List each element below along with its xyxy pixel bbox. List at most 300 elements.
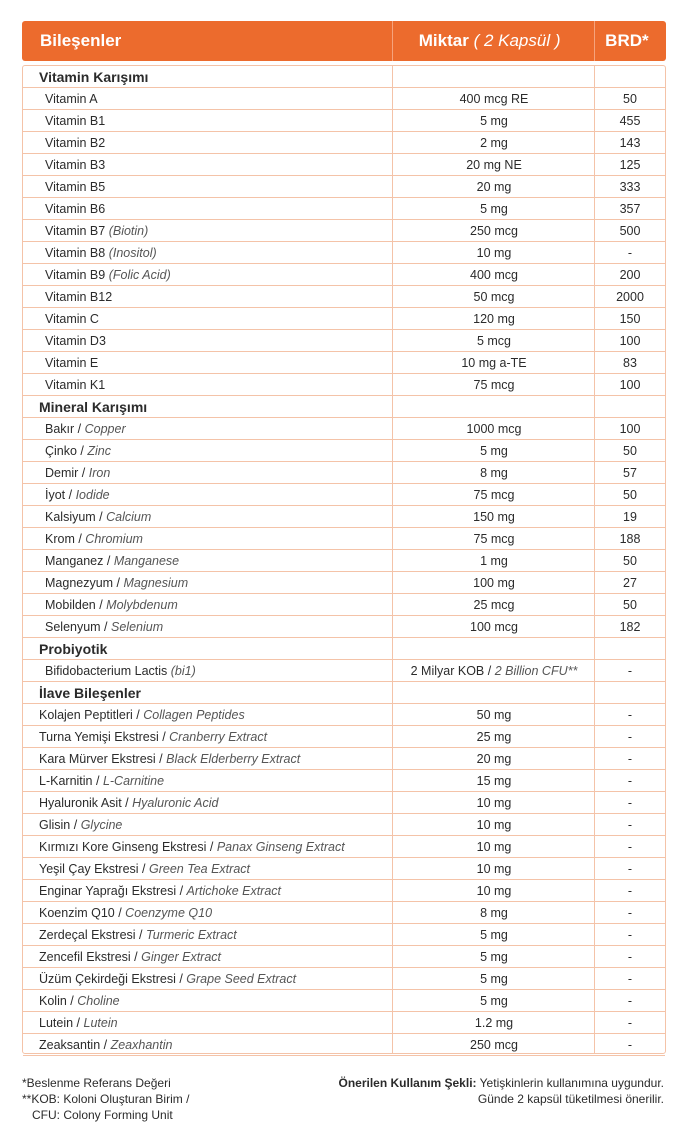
amount-cell <box>393 378 595 392</box>
brd-cell: 57 <box>623 465 637 480</box>
brd-cell: 100 <box>619 333 641 348</box>
ingredient-name <box>23 158 393 172</box>
brd-cell: - <box>627 1037 633 1052</box>
ingredient-label: Vitamin B2 <box>45 135 106 150</box>
amount-cell <box>393 92 595 106</box>
ingredient-label: Vitamin Karışımı <box>39 68 149 85</box>
amount-cell <box>393 246 595 260</box>
amount-value: 5 mg <box>480 113 508 128</box>
section-title <box>23 685 393 701</box>
section-title <box>23 399 393 415</box>
ingredient-english-name: (Folic Acid) <box>108 267 171 282</box>
ingredient-name <box>23 268 393 282</box>
brd-cell: - <box>627 971 633 986</box>
amount-value: 5 mg <box>480 927 508 942</box>
table-row <box>23 220 665 242</box>
ingredient-name <box>23 444 393 458</box>
ingredient-english-name: Selenium <box>111 619 164 634</box>
amount-cell <box>393 598 595 612</box>
amount-value: 50 mcg <box>473 289 515 304</box>
table-row <box>23 528 665 550</box>
header-amount-label: Miktar <box>418 31 469 50</box>
brd-cell: - <box>627 839 633 854</box>
ingredient-label: Bakır / <box>45 421 82 436</box>
brd-cell: - <box>627 927 633 942</box>
ingredient-label: Mobilden / <box>45 597 103 612</box>
brd-cell: 500 <box>619 223 641 238</box>
ingredient-english-name: Panax Ginseng Extract <box>216 839 345 854</box>
amount-cell <box>393 202 595 216</box>
table-row <box>23 946 665 968</box>
amount-cell <box>393 224 595 238</box>
table-row <box>23 440 665 462</box>
amount-value: 1 mg <box>480 553 508 568</box>
ingredient-name <box>23 202 393 216</box>
brd-cell: - <box>627 883 633 898</box>
ingredient-english-name: Grape Seed Extract <box>186 971 297 986</box>
amount-value: 50 mg <box>476 707 512 722</box>
ingredient-english-name: Manganese <box>113 553 180 568</box>
ingredient-label: Kolajen Peptitleri / <box>39 707 140 722</box>
ingredient-name <box>23 510 393 524</box>
header-ingredients: Bileşenler <box>40 31 122 50</box>
amount-value: 250 mcg <box>470 1037 518 1052</box>
amount-value: 75 mcg <box>473 377 515 392</box>
brd-cell: 100 <box>619 421 641 436</box>
ingredient-label: Vitamin B7 <box>45 223 106 238</box>
ingredient-english-name: L-Carnitine <box>102 773 165 788</box>
amount-value: 2 Milyar KOB / <box>410 663 492 678</box>
amount-value: 10 mg <box>476 883 512 898</box>
ingredient-label: Zencefil Ekstresi / <box>39 949 138 964</box>
amount-cell <box>393 1038 595 1052</box>
amount-value: 8 mg <box>480 465 508 480</box>
ingredient-name <box>23 708 393 722</box>
ingredient-english-name: Black Elderberry Extract <box>166 751 301 766</box>
amount-cell <box>393 334 595 348</box>
ingredient-english-name: (bi1) <box>170 663 196 678</box>
table-row <box>23 462 665 484</box>
ingredient-name <box>23 928 393 942</box>
amount-value: 5 mg <box>480 443 508 458</box>
table-row <box>23 880 665 902</box>
table-row <box>23 110 665 132</box>
amount-value: 250 mcg <box>470 223 518 238</box>
brd-cell: - <box>627 751 633 766</box>
amount-cell <box>393 664 595 678</box>
ingredient-name <box>23 906 393 920</box>
table-row <box>23 242 665 264</box>
ingredients-table <box>22 65 666 1054</box>
table-row <box>23 154 665 176</box>
ingredient-name <box>23 378 393 392</box>
table-row <box>23 924 665 946</box>
header-brd: BRD* <box>605 31 649 50</box>
ingredient-label: Vitamin A <box>45 91 98 106</box>
ingredient-name <box>23 730 393 744</box>
ingredient-name <box>23 620 393 634</box>
brd-cell: 182 <box>619 619 641 634</box>
ingredient-label: Vitamin B3 <box>45 157 106 172</box>
ingredient-label: İyot / <box>45 487 73 502</box>
amount-cell <box>393 818 595 832</box>
ingredient-name <box>23 598 393 612</box>
brd-cell: - <box>627 949 633 964</box>
amount-cell <box>393 290 595 304</box>
ingredient-name <box>23 1038 393 1052</box>
usage-line-2: Günde 2 kapsül tüketilmesi önerilir. <box>477 1092 664 1106</box>
amount-cell <box>393 972 595 986</box>
ingredient-label: Kırmızı Kore Ginseng Ekstresi / <box>39 839 214 854</box>
ingredient-english-name: Calcium <box>106 509 152 524</box>
brd-cell: 200 <box>619 267 641 282</box>
ingredient-label: Zeaksantin / <box>39 1037 108 1052</box>
ingredient-english-name: Collagen Peptides <box>143 707 245 722</box>
amount-value: 2 mg <box>480 135 508 150</box>
ingredient-english-name: Chromium <box>85 531 143 546</box>
amount-value: 10 mg <box>476 839 512 854</box>
ingredient-label: Lutein / <box>39 1015 81 1030</box>
amount-value: 10 mg a-TE <box>461 355 527 370</box>
table-row <box>23 506 665 528</box>
table-row <box>23 1034 665 1056</box>
table-row <box>23 792 665 814</box>
footnotes <box>22 1075 189 1123</box>
table-row <box>23 286 665 308</box>
table-row <box>23 858 665 880</box>
amount-cell <box>393 774 595 788</box>
amount-value: 5 mg <box>480 971 508 986</box>
ingredient-label: Vitamin E <box>45 355 99 370</box>
ingredient-english-name: Glycine <box>80 817 123 832</box>
amount-value: 150 mg <box>473 509 515 524</box>
amount-cell <box>393 466 595 480</box>
amount-value: 100 mcg <box>470 619 518 634</box>
section-title <box>23 641 393 657</box>
ingredient-english-name: Green Tea Extract <box>149 861 250 876</box>
brd-cell: 143 <box>619 135 641 150</box>
amount-value: 120 mg <box>473 311 515 326</box>
amount-english: 2 Billion CFU** <box>494 663 578 678</box>
ingredient-name <box>23 862 393 876</box>
table-row <box>23 748 665 770</box>
amount-value: 15 mg <box>476 773 512 788</box>
ingredient-name <box>23 884 393 898</box>
ingredient-label: İlave Bileşenler <box>39 684 141 701</box>
ingredient-english-name: Turmeric Extract <box>146 927 237 942</box>
brd-cell: 50 <box>623 597 637 612</box>
amount-value: 400 mcg RE <box>459 91 529 106</box>
ingredient-name <box>23 994 393 1008</box>
header-divider <box>594 21 595 61</box>
ingredient-english-name: Molybdenum <box>106 597 178 612</box>
amount-cell <box>393 554 595 568</box>
ingredient-name <box>23 532 393 546</box>
brd-cell: 455 <box>619 113 641 128</box>
table-row <box>23 902 665 924</box>
amount-cell <box>393 1016 595 1030</box>
brd-cell: 83 <box>623 355 637 370</box>
amount-cell <box>393 158 595 172</box>
ingredient-name <box>23 224 393 238</box>
ingredient-name <box>23 576 393 590</box>
ingredient-label: Yeşil Çay Ekstresi / <box>39 861 146 876</box>
ingredient-english-name: Iodide <box>75 487 110 502</box>
section-header-row <box>23 682 665 704</box>
table-row <box>23 484 665 506</box>
brd-cell: 50 <box>623 553 637 568</box>
ingredient-label: L-Karnitin / <box>39 773 100 788</box>
footnote-kob: **KOB: Koloni Oluşturan Birim / <box>22 1092 190 1106</box>
amount-value: 400 mcg <box>470 267 518 282</box>
ingredient-label: Zerdeçal Ekstresi / <box>39 927 143 942</box>
ingredient-name <box>23 136 393 150</box>
ingredient-name <box>23 972 393 986</box>
ingredient-label: Vitamin B12 <box>45 289 113 304</box>
ingredient-label: Üzüm Çekirdeği Ekstresi / <box>39 971 183 986</box>
table-row <box>23 726 665 748</box>
table-row <box>23 374 665 396</box>
ingredient-name <box>23 356 393 370</box>
ingredient-english-name: Magnesium <box>123 575 189 590</box>
table-row <box>23 88 665 110</box>
brd-cell: 50 <box>623 487 637 502</box>
ingredient-label: Vitamin K1 <box>45 377 106 392</box>
brd-cell: - <box>627 729 633 744</box>
amount-cell <box>393 730 595 744</box>
ingredient-label: Vitamin B6 <box>45 201 106 216</box>
brd-cell: 100 <box>619 377 641 392</box>
table-header <box>22 21 666 61</box>
table-row <box>23 572 665 594</box>
ingredient-name <box>23 554 393 568</box>
ingredient-label: Krom / <box>45 531 82 546</box>
amount-value: 1000 mcg <box>466 421 522 436</box>
amount-cell <box>393 444 595 458</box>
table-row <box>23 550 665 572</box>
table-row <box>23 330 665 352</box>
amount-value: 5 mg <box>480 201 508 216</box>
brd-cell: 333 <box>619 179 641 194</box>
amount-value: 10 mg <box>476 817 512 832</box>
ingredient-label: Selenyum / <box>45 619 108 634</box>
footnote-cfu: CFU: Colony Forming Unit <box>32 1108 173 1122</box>
ingredient-name <box>23 312 393 326</box>
ingredient-name <box>23 180 393 194</box>
brd-cell: 150 <box>619 311 641 326</box>
ingredient-label: Çinko / <box>45 443 84 458</box>
amount-value: 1.2 mg <box>474 1015 514 1030</box>
table-row <box>23 836 665 858</box>
amount-value: 10 mg <box>476 861 512 876</box>
ingredient-label: Hyaluronik Asit / <box>39 795 129 810</box>
ingredient-english-name: Choline <box>77 993 120 1008</box>
ingredient-english-name: Copper <box>84 421 126 436</box>
amount-value: 5 mcg <box>476 333 512 348</box>
ingredient-label: Vitamin B8 <box>45 245 106 260</box>
table-row <box>23 264 665 286</box>
amount-value: 10 mg <box>476 795 512 810</box>
brd-cell: 27 <box>623 575 637 590</box>
brd-cell: 19 <box>623 509 637 524</box>
brd-cell: - <box>627 795 633 810</box>
section-title <box>23 69 393 85</box>
table-row <box>23 198 665 220</box>
amount-cell <box>393 708 595 722</box>
ingredient-name <box>23 422 393 436</box>
ingredient-name <box>23 92 393 106</box>
amount-value: 25 mg <box>476 729 512 744</box>
amount-cell <box>393 906 595 920</box>
header-amount <box>381 31 597 51</box>
ingredient-label: Enginar Yaprağı Ekstresi / <box>39 883 184 898</box>
table-row <box>23 176 665 198</box>
section-header-row <box>23 66 665 88</box>
table-row <box>23 594 665 616</box>
footnote-brd: *Beslenme Referans Değeri <box>22 1076 171 1090</box>
ingredient-label: Turna Yemişi Ekstresi / <box>39 729 166 744</box>
amount-cell <box>393 510 595 524</box>
ingredient-name <box>23 1016 393 1030</box>
brd-cell: - <box>627 861 633 876</box>
amount-cell <box>393 180 595 194</box>
brd-cell: - <box>627 707 633 722</box>
ingredient-label: Probiyotik <box>39 640 108 657</box>
brd-cell: - <box>627 905 633 920</box>
table-row <box>23 704 665 726</box>
ingredient-english-name: Cranberry Extract <box>169 729 268 744</box>
section-header-row <box>23 638 665 660</box>
amount-cell <box>393 796 595 810</box>
amount-cell <box>393 356 595 370</box>
amount-cell <box>393 884 595 898</box>
amount-cell <box>393 532 595 546</box>
amount-cell <box>393 928 595 942</box>
ingredient-name <box>23 114 393 128</box>
ingredient-name <box>23 488 393 502</box>
table-row <box>23 132 665 154</box>
table-row <box>23 968 665 990</box>
brd-cell: 188 <box>619 531 641 546</box>
ingredient-label: Glisin / <box>39 817 78 832</box>
table-row <box>23 770 665 792</box>
ingredient-name <box>23 334 393 348</box>
ingredient-name <box>23 664 393 678</box>
amount-value: 100 mg <box>473 575 515 590</box>
ingredient-label: Koenzim Q10 / <box>39 905 122 920</box>
amount-value: 20 mg <box>476 751 512 766</box>
amount-cell <box>393 268 595 282</box>
amount-cell <box>393 840 595 854</box>
amount-cell <box>393 488 595 502</box>
brd-cell: - <box>627 245 633 260</box>
brd-cell: - <box>627 993 633 1008</box>
brd-cell: 2000 <box>616 289 644 304</box>
ingredient-english-name: Coenzyme Q10 <box>125 905 213 920</box>
ingredient-english-name: Iron <box>88 465 111 480</box>
amount-value: 75 mcg <box>473 531 515 546</box>
ingredient-label: Kolin / <box>39 993 74 1008</box>
amount-cell <box>393 752 595 766</box>
amount-value: 20 mg <box>476 179 512 194</box>
ingredient-label: Vitamin B1 <box>45 113 106 128</box>
brd-cell: 50 <box>623 91 637 106</box>
usage-line-1: Yetişkinlerin kullanımına uygundur. <box>479 1076 664 1090</box>
header-divider <box>392 21 393 61</box>
ingredient-label: Magnezyum / <box>45 575 121 590</box>
amount-cell <box>393 422 595 436</box>
ingredient-label: Bifidobacterium Lactis <box>45 663 168 678</box>
brd-cell: 357 <box>619 201 641 216</box>
table-row <box>23 660 665 682</box>
amount-value: 25 mcg <box>473 597 515 612</box>
table-row <box>23 308 665 330</box>
amount-value: 10 mg <box>476 245 512 260</box>
amount-value: 8 mg <box>480 905 508 920</box>
amount-cell <box>393 994 595 1008</box>
table-row <box>23 990 665 1012</box>
ingredient-label: Manganez / <box>45 553 111 568</box>
ingredient-label: Demir / <box>45 465 86 480</box>
ingredient-english-name: Hyaluronic Acid <box>132 795 219 810</box>
ingredient-label: Vitamin B5 <box>45 179 106 194</box>
ingredient-label: Kalsiyum / <box>45 509 103 524</box>
ingredient-name <box>23 840 393 854</box>
ingredient-label: Vitamin C <box>45 311 99 326</box>
usage-label: Önerilen Kullanım Şekli: <box>338 1076 477 1090</box>
table-row <box>23 1012 665 1034</box>
ingredient-english-name: Zinc <box>87 443 112 458</box>
ingredient-label: Vitamin B9 <box>45 267 106 282</box>
ingredient-name <box>23 818 393 832</box>
amount-cell <box>393 136 595 150</box>
brd-cell: - <box>627 773 633 788</box>
table-row <box>23 814 665 836</box>
ingredient-english-name: Lutein <box>83 1015 118 1030</box>
ingredient-name <box>23 752 393 766</box>
brd-cell: 50 <box>623 443 637 458</box>
brd-cell: - <box>627 663 633 678</box>
usage-instructions <box>338 1075 664 1107</box>
amount-cell <box>393 620 595 634</box>
table-row <box>23 352 665 374</box>
amount-value: 5 mg <box>480 949 508 964</box>
amount-cell <box>393 950 595 964</box>
ingredient-english-name: (Biotin) <box>108 223 149 238</box>
ingredient-name <box>23 950 393 964</box>
ingredient-name <box>23 796 393 810</box>
ingredient-name <box>23 246 393 260</box>
table-row <box>23 418 665 440</box>
header-amount-unit: ( 2 Kapsül ) <box>473 31 561 50</box>
ingredient-label: Vitamin D3 <box>45 333 106 348</box>
ingredient-english-name: Ginger Extract <box>141 949 222 964</box>
amount-value: 75 mcg <box>473 487 515 502</box>
ingredient-english-name: Zeaxhantin <box>110 1037 173 1052</box>
ingredient-english-name: Artichoke Extract <box>186 883 282 898</box>
ingredient-label: Kara Mürver Ekstresi / <box>39 751 163 766</box>
ingredient-name <box>23 290 393 304</box>
amount-value: 5 mg <box>480 993 508 1008</box>
amount-cell <box>393 862 595 876</box>
ingredient-name <box>23 466 393 480</box>
amount-cell <box>393 576 595 590</box>
section-header-row <box>23 396 665 418</box>
ingredient-english-name: (Inositol) <box>108 245 157 260</box>
amount-cell <box>393 312 595 326</box>
ingredient-name <box>23 774 393 788</box>
brd-cell: - <box>627 817 633 832</box>
